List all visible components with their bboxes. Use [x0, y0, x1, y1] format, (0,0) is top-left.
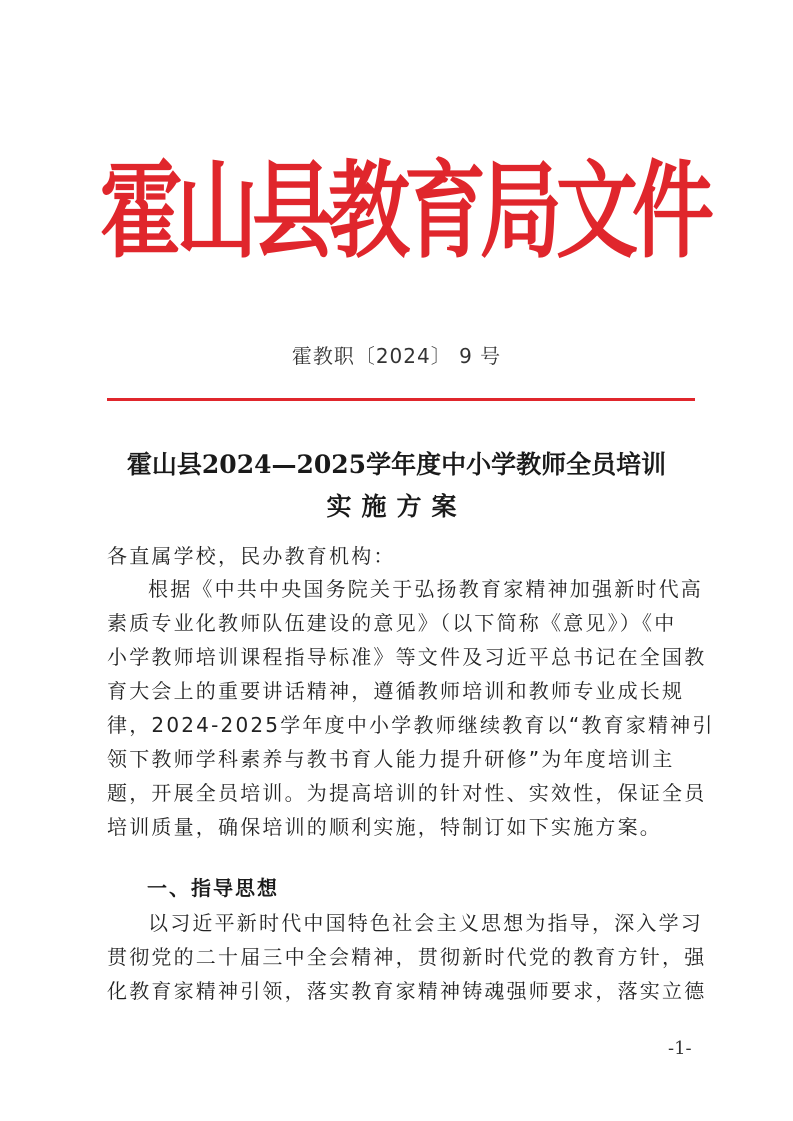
paragraph-line: 题，开展全员培训。为提高培训的针对性、实效性，保证全员	[107, 781, 707, 805]
paragraph-line: 育大会上的重要讲话精神，遵循教师培训和教师专业成长规	[107, 679, 685, 703]
document-title-line-2: 实施方案	[326, 492, 467, 521]
paragraph-line: 贯彻党的二十届三中全会精神，贯彻新时代党的教育方针，强	[107, 945, 707, 969]
paragraph-line: 根据《中共中央国务院关于弘扬教育家精神加强新时代高	[148, 577, 703, 601]
document-masthead: 霍山县教育局文件	[100, 151, 709, 274]
salutation: 各直属学校，民办教育机构：	[107, 544, 396, 568]
paragraph-line: 律，2024-2025学年度中小学教师继续教育以“教育家精神引	[107, 713, 715, 737]
section-heading-1: 一、指导思想	[147, 876, 279, 900]
paragraph-line: 小学教师培训课程指导标准》等文件及习近平总书记在全国教	[107, 645, 707, 669]
paragraph-line: 培训质量，确保培训的顺利实施，特制订如下实施方案。	[107, 815, 662, 839]
paragraph-1	[107, 572, 715, 844]
document-number: 霍教职〔2024〕 9 号	[291, 344, 502, 368]
red-separator-line	[107, 398, 695, 401]
paragraph-line: 领下教师学科素养与教书育人能力提升研修”为年度培训主	[107, 747, 675, 771]
paragraph-line: 化教育家精神引领，落实教育家精神铸魂强师要求，落实立德	[107, 979, 707, 1003]
paragraph-line: 素质专业化教师队伍建设的意见》（以下简称《意见》）《中	[107, 611, 677, 635]
document-title-line-1: 霍山县2024—2025学年度中小学教师全员培训	[126, 450, 667, 479]
page-number: -1-	[668, 1038, 692, 1059]
paragraph-2	[107, 906, 707, 1008]
paragraph-line: 以习近平新时代中国特色社会主义思想为指导，深入学习	[148, 911, 703, 935]
